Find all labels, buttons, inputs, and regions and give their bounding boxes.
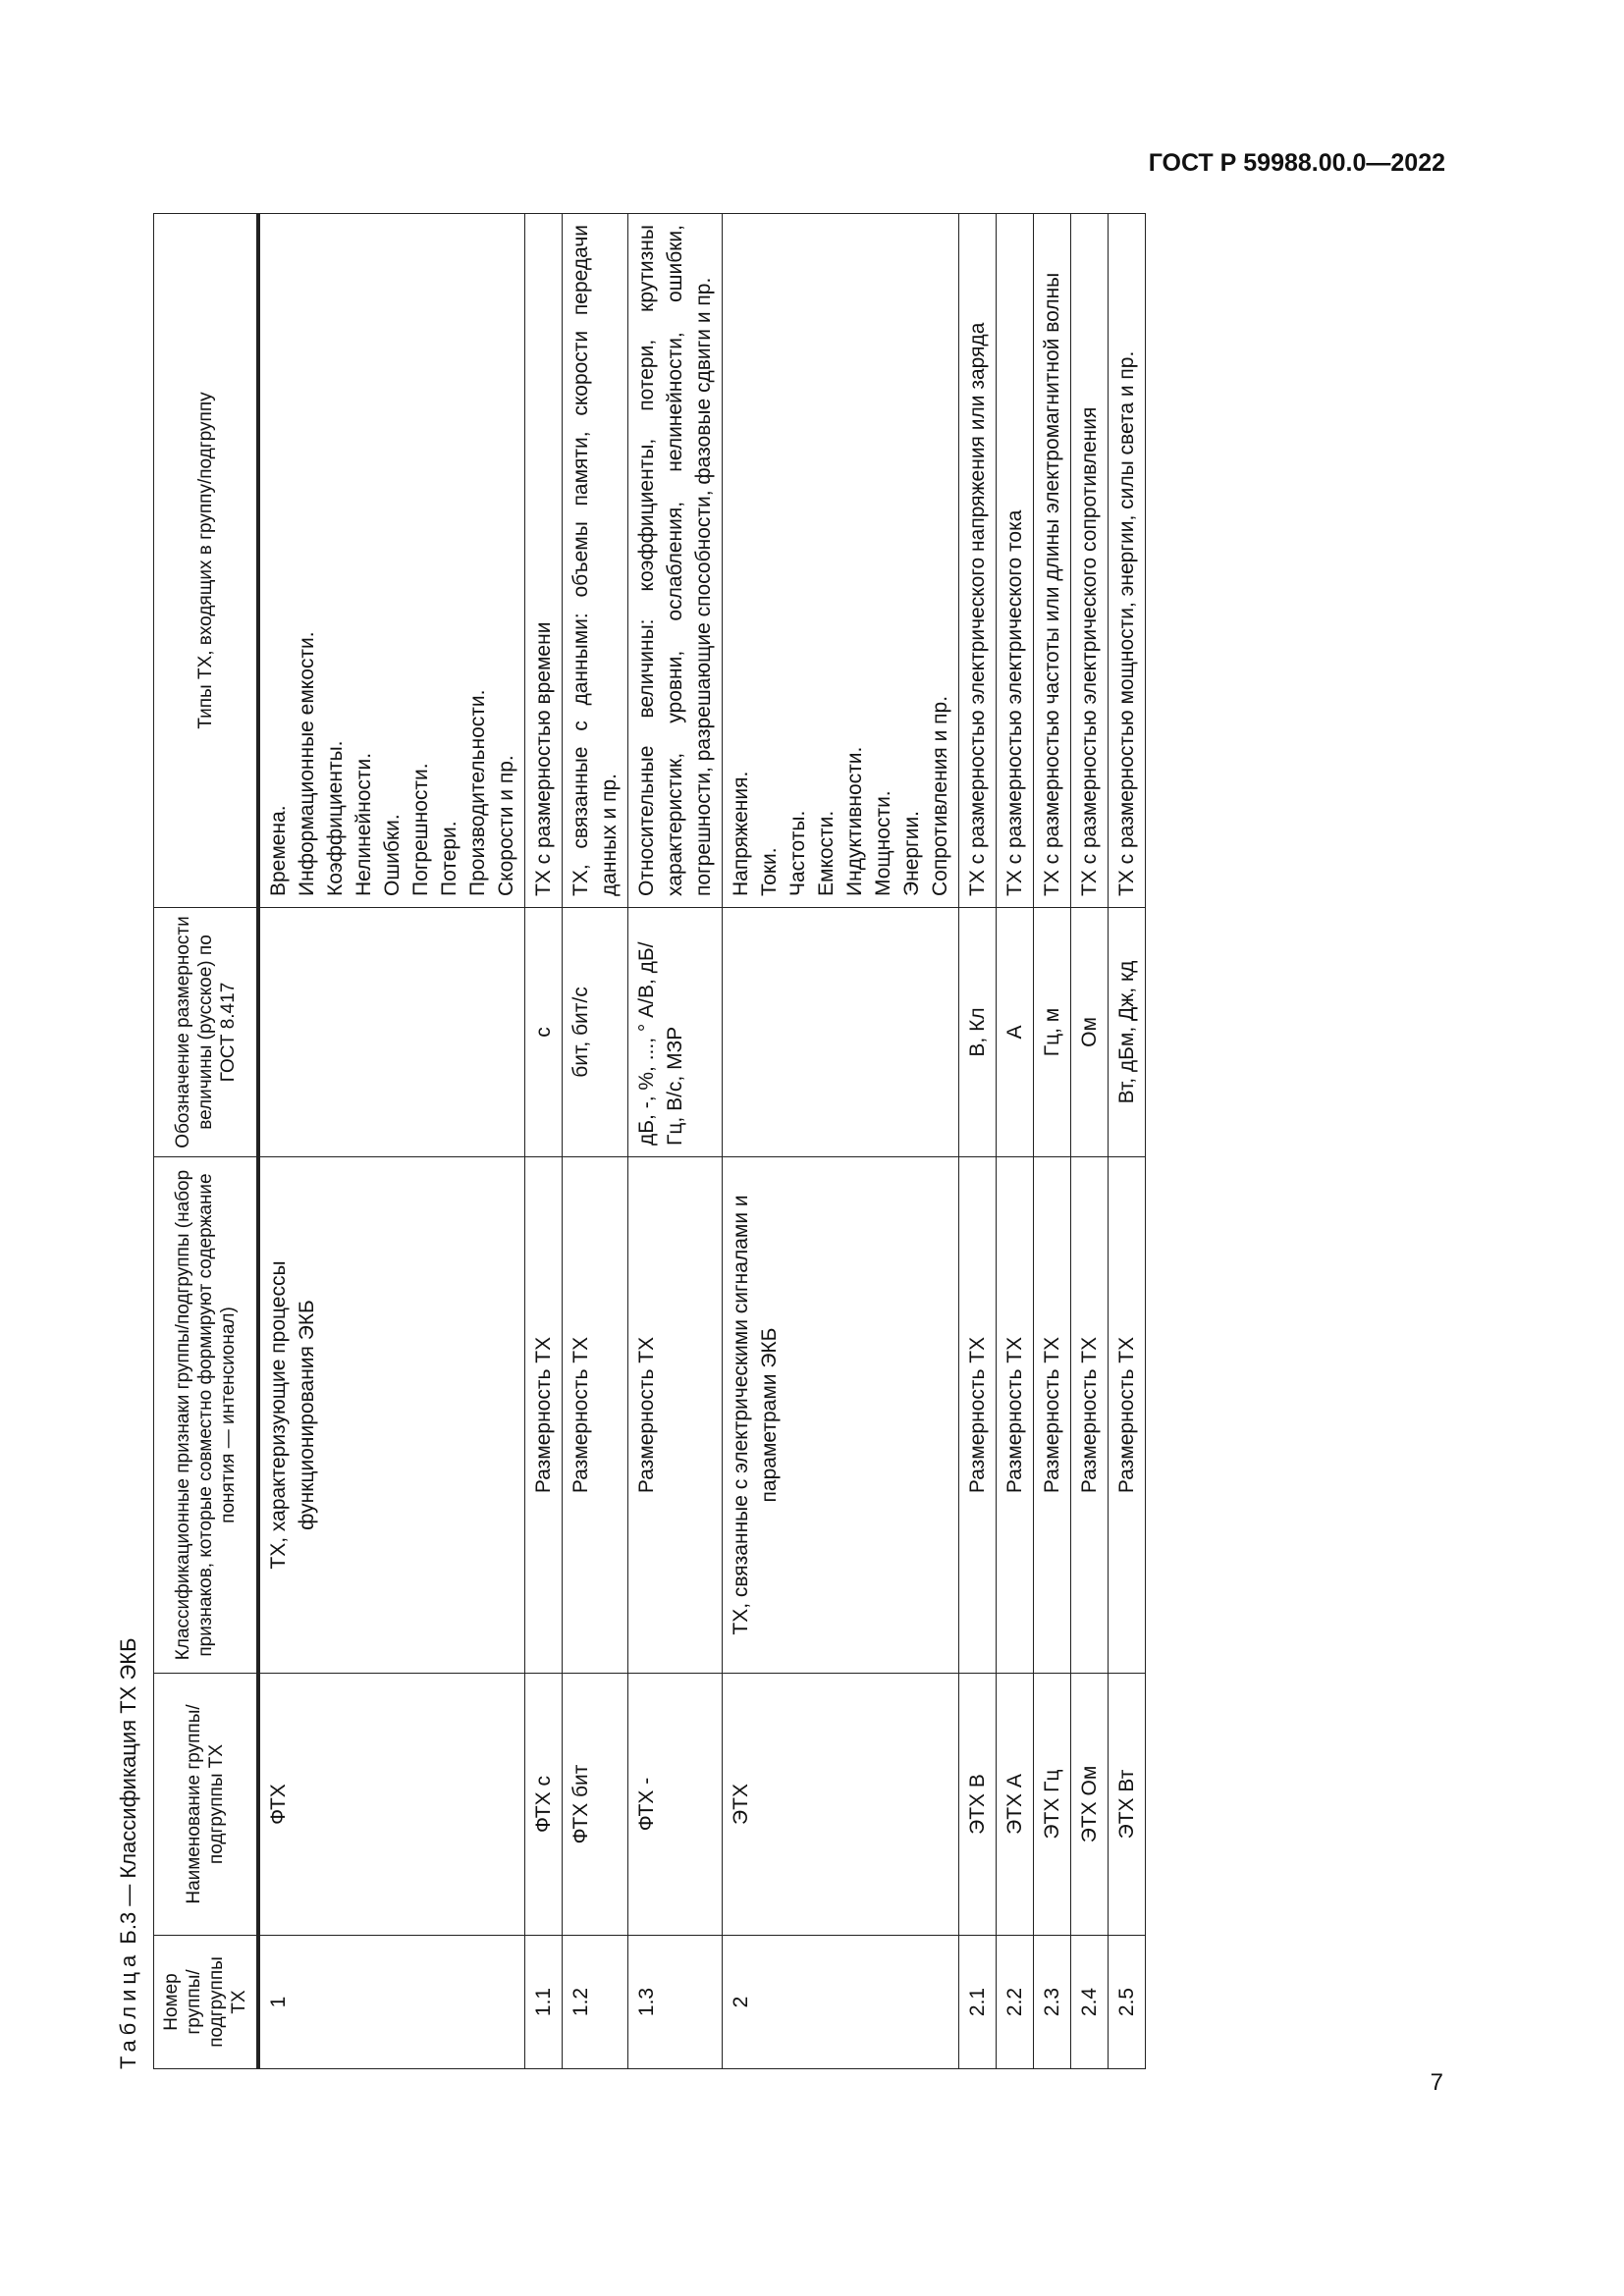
cell-unit: с xyxy=(525,908,563,1157)
col-header-name: Наименование группы/подгруппы ТХ xyxy=(154,1674,258,1936)
cell-unit xyxy=(723,908,959,1157)
cell-name: ЭТХ В xyxy=(959,1674,997,1936)
page-number: 7 xyxy=(1430,2069,1443,2096)
cell-features: Размерность ТХ xyxy=(1034,1157,1071,1674)
cell-number: 2.1 xyxy=(959,1936,997,2069)
cell-unit: Ом xyxy=(1071,908,1109,1157)
cell-features: Размерность ТХ xyxy=(525,1157,563,1674)
table-row xyxy=(563,214,628,2069)
cell-name: ФТХ xyxy=(259,1674,525,1936)
table-row xyxy=(525,214,563,2069)
cell-unit: Вт, дБм, Дж, кд xyxy=(1109,908,1146,1157)
cell-features: Размерность ТХ xyxy=(997,1157,1034,1674)
cell-name: ФТХ с xyxy=(525,1674,563,1936)
type-line: Энергии. xyxy=(900,810,923,896)
cell-number: 2.2 xyxy=(997,1936,1034,2069)
table-row xyxy=(259,214,525,2069)
cell-unit: Гц, м xyxy=(1034,908,1071,1157)
cell-features: ТХ, характеризующие процессы функционирования ЭКБ xyxy=(259,1157,525,1674)
table-caption xyxy=(108,1637,149,2069)
cell-types xyxy=(723,214,959,908)
type-line: Потери. xyxy=(438,821,460,896)
cell-name: ЭТХ А xyxy=(997,1674,1034,1936)
cell-types: ТХ, связанные с данными: объемы памяти, скорости передачи данных и пр. xyxy=(563,214,628,908)
table-header-row xyxy=(154,214,258,2069)
cell-name: ЭТХ Гц xyxy=(1034,1674,1071,1936)
cell-features: Размерность ТХ xyxy=(959,1157,997,1674)
cell-number: 2.5 xyxy=(1109,1936,1146,2069)
type-line: Мощности. xyxy=(872,790,894,896)
cell-number: 2 xyxy=(723,1936,959,2069)
cell-number: 2.3 xyxy=(1034,1936,1071,2069)
cell-features: Размерность ТХ xyxy=(563,1157,628,1674)
cell-name: ЭТХ Ом xyxy=(1071,1674,1109,1936)
document-standard-header: ГОСТ Р 59988.00.0—2022 xyxy=(1148,149,1445,177)
type-line: Скорости и пр. xyxy=(495,755,517,896)
cell-number: 2.4 xyxy=(1071,1936,1109,2069)
cell-number: 1.2 xyxy=(563,1936,628,2069)
table-row xyxy=(959,214,997,2069)
type-line: Погрешности. xyxy=(409,763,432,896)
cell-types: ТХ с размерностью мощности, энергии, силы света и пр. xyxy=(1109,214,1146,908)
cell-number: 1 xyxy=(259,1936,525,2069)
type-line: Ошибки. xyxy=(381,814,404,896)
cell-unit xyxy=(259,908,525,1157)
type-line: Нелинейности. xyxy=(352,752,375,896)
type-line: Информационные емкости. xyxy=(296,631,318,896)
cell-name: ФТХ бит xyxy=(563,1674,628,1936)
type-line: Емкости. xyxy=(815,810,838,896)
cell-types: Относительные величины: коэффициенты, потери, крутизны характеристик, уровни, ослабления, нелинейности, ошибки, погрешности, разрешающие способности, фазовые сдвиги и пр. xyxy=(628,214,723,908)
cell-number: 1.1 xyxy=(525,1936,563,2069)
table-row xyxy=(628,214,723,2069)
col-header-types: Типы ТХ, входящих в группу/подгруппу xyxy=(154,214,258,908)
rotated-table-area xyxy=(108,214,1402,2069)
cell-types: ТХ с размерностью электрического сопротивления xyxy=(1071,214,1109,908)
col-header-unit: Обозначение размерности величины (русское) по ГОСТ 8.417 xyxy=(154,908,258,1157)
cell-features: ТХ, связанные с электрическими сигналами и параметрами ЭКБ xyxy=(723,1157,959,1674)
cell-unit: А xyxy=(997,908,1034,1157)
cell-name: ЭТХ Вт xyxy=(1109,1674,1146,1936)
cell-types xyxy=(259,214,525,908)
cell-types: ТХ с размерностью электрического тока xyxy=(997,214,1034,908)
cell-unit: В, Кл xyxy=(959,908,997,1157)
cell-number: 1.3 xyxy=(628,1936,723,2069)
cell-unit: дБ, -, %, ..., ° А/В, дБ/Гц, В/с, МЗР xyxy=(628,908,723,1157)
cell-features: Размерность ТХ xyxy=(1109,1157,1146,1674)
cell-types: ТХ с размерностью частоты или длины электромагнитной волны xyxy=(1034,214,1071,908)
type-line: Напряжения. xyxy=(730,771,752,896)
classification-table xyxy=(153,213,1146,2069)
type-line: Сопротивления и пр. xyxy=(929,695,951,896)
type-line: Коэффициенты. xyxy=(324,740,347,896)
table-row xyxy=(1034,214,1071,2069)
type-line: Индуктивности. xyxy=(843,746,866,896)
type-line: Токи. xyxy=(758,847,781,896)
cell-name: ЭТХ xyxy=(723,1674,959,1936)
table-caption-text: Б.3 — Классификация ТХ ЭКБ xyxy=(116,1637,140,1945)
table-row xyxy=(1071,214,1109,2069)
type-line: Частоты. xyxy=(786,810,809,896)
cell-types: ТХ с размерностью времени xyxy=(525,214,563,908)
type-line: Производительности. xyxy=(466,689,489,896)
cell-features: Размерность ТХ xyxy=(628,1157,723,1674)
cell-unit: бит, бит/с xyxy=(563,908,628,1157)
col-header-features: Классификационные признаки группы/подгруппы (набор признаков, которые совместно формируют содержание понятия — интенсионал) xyxy=(154,1157,258,1674)
table-row xyxy=(997,214,1034,2069)
col-header-number: Номер группы/подгруппы ТХ xyxy=(154,1936,258,2069)
table-caption-label: Таблица xyxy=(116,1949,140,2069)
type-line: Времена. xyxy=(267,805,290,896)
cell-types: ТХ с размерностью электрического напряжения или заряда xyxy=(959,214,997,908)
cell-features: Размерность ТХ xyxy=(1071,1157,1109,1674)
cell-name: ФТХ - xyxy=(628,1674,723,1936)
table-row xyxy=(723,214,959,2069)
table-row xyxy=(1109,214,1146,2069)
